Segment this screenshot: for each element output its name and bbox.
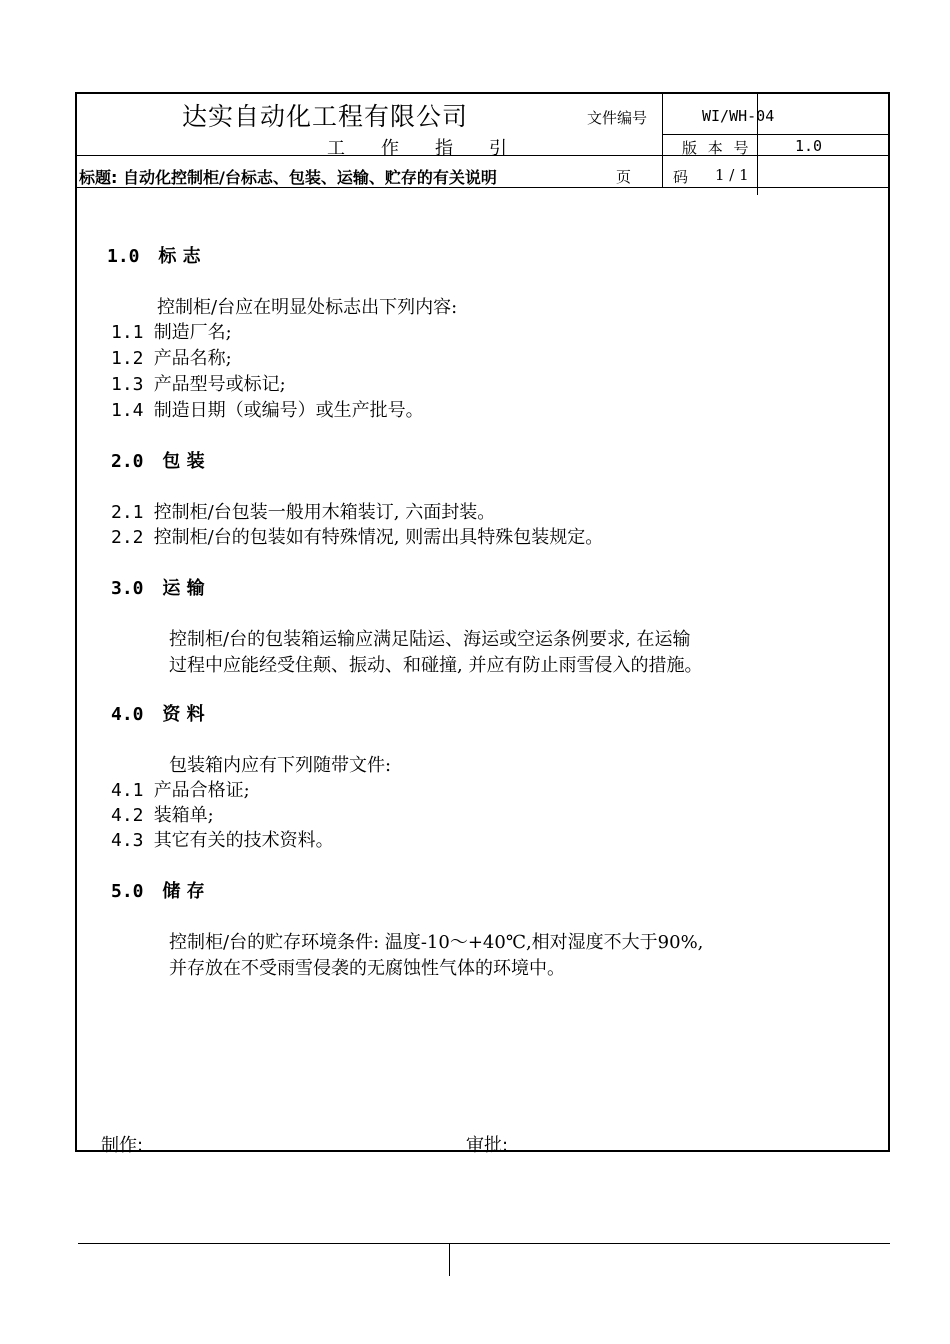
list-item: 4.3 其它有关的技术资料。 (111, 830, 334, 851)
list-item: 4.2 装箱单; (111, 805, 214, 826)
version-value: 1.0 (795, 137, 823, 155)
section-5-heading: 5.0 储 存 (111, 881, 205, 902)
made-by-label: 制作: (101, 1135, 144, 1156)
page-footer-tick (449, 1243, 450, 1276)
page-label-2: 码 (673, 168, 689, 186)
version-label: 版 本 号 (682, 139, 752, 157)
section-1-intro: 控制柜/台应在明显处标志出下列内容: (157, 297, 458, 318)
list-item: 1.3 产品型号或标记; (111, 374, 286, 395)
approved-by-label: 审批: (466, 1135, 509, 1156)
list-item: 2.2 控制柜/台的包装如有特殊情况, 则需出具特殊包装规定。 (111, 527, 604, 548)
list-item: 1.2 产品名称; (111, 348, 232, 369)
document-title: 标题: 自动化控制柜/台标志、包装、运输、贮存的有关说明 (79, 168, 497, 187)
section-3-line-2: 过程中应能经受住颠、振动、和碰撞, 并应有防止雨雪侵入的措施。 (169, 655, 703, 676)
section-2-heading: 2.0 包 装 (111, 451, 205, 472)
company-name: 达实自动化工程有限公司 (182, 102, 469, 131)
list-item: 2.1 控制柜/台包装一般用木箱装订, 六面封装。 (111, 502, 496, 523)
section-1-heading: 1.0 标 志 (107, 246, 201, 267)
section-4-intro: 包装箱内应有下列随带文件: (169, 755, 392, 776)
page-label-1: 页 (616, 168, 632, 186)
page-value: 1 / 1 (715, 166, 749, 184)
section-5-line-1: 控制柜/台的贮存环境条件: 温度-10～+40℃,相对湿度不大于90%, (169, 932, 704, 953)
list-item: 1.4 制造日期（或编号）或生产批号。 (111, 400, 424, 421)
list-item: 1.1 制造厂名; (111, 322, 232, 343)
list-item: 4.1 产品合格证; (111, 780, 250, 801)
page-footer-rule (78, 1243, 890, 1244)
subtitle: 工 作 指 引 (327, 138, 507, 159)
header-divider-1 (662, 134, 888, 135)
section-5-line-2: 并存放在不受雨雪侵袭的无腐蚀性气体的环境中。 (169, 958, 565, 979)
section-3-line-1: 控制柜/台的包装箱运输应满足陆运、海运或空运条例要求, 在运输 (169, 629, 691, 650)
header-col-1 (662, 94, 663, 187)
section-4-heading: 4.0 资 料 (111, 704, 205, 725)
doc-number-label: 文件编号 (587, 109, 648, 127)
doc-number-value: WI/WH-04 (702, 107, 775, 125)
section-3-heading: 3.0 运 输 (111, 578, 205, 599)
document-frame (75, 92, 890, 1156)
